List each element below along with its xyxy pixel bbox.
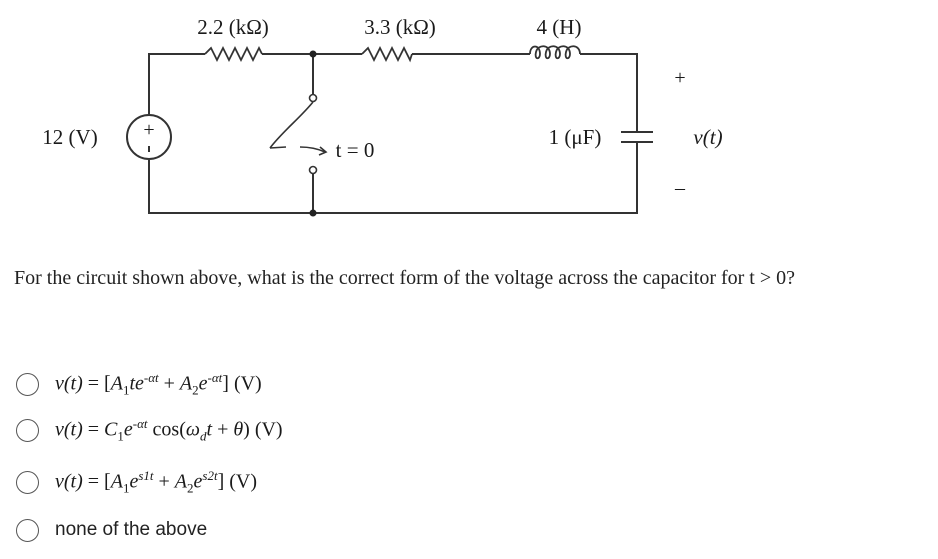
- option-2-formula: $v(t) = C_1e^{-\alpha t}$ $\cos(\omega_dt + \theta)$ (V): [55, 415, 283, 444]
- output-plus-sign: +: [674, 67, 686, 89]
- capacitor: [621, 132, 653, 142]
- source-label: 12 (V): [42, 125, 98, 149]
- r1-label: 2.2 (kΩ): [197, 15, 269, 39]
- question-text: For the circuit shown above, what is the correct form of the voltage across the capacitor for t > 0?: [14, 267, 796, 289]
- radio-button[interactable]: [16, 419, 39, 442]
- capacitor-label: 1 (μF): [548, 125, 602, 149]
- radio-button[interactable]: [16, 519, 39, 542]
- radio-button[interactable]: [16, 373, 39, 396]
- answer-option-3[interactable]: [16, 458, 283, 506]
- junction-dot: [310, 51, 317, 58]
- answer-options: [16, 360, 283, 554]
- option-3-formula: $v(t) = [A_1e^{s1t} + A_2e^{s2t}]$ (V): [55, 467, 257, 496]
- answer-option-4[interactable]: [16, 506, 283, 554]
- answer-option-1[interactable]: [16, 360, 283, 408]
- switch: [270, 95, 326, 174]
- switch-time-label: t = 0: [335, 138, 375, 162]
- r2-label: 3.3 (kΩ): [364, 15, 436, 39]
- resistor-r1: [205, 48, 262, 60]
- option-4-label: none of the above: [55, 519, 208, 540]
- source-plus-sign: +: [143, 119, 155, 141]
- inductor: [530, 46, 580, 58]
- junction-dot: [310, 210, 317, 217]
- resistor-r2: [362, 48, 412, 60]
- answer-option-2[interactable]: [16, 406, 283, 454]
- option-1-formula: $v(t) = [A_1te^{-\alpha t} + A_2e^{-\alpha t}]$ (V): [55, 369, 262, 398]
- output-minus-sign: –: [675, 177, 685, 199]
- output-voltage-label: v(t): [693, 125, 723, 149]
- circuit-diagram: [0, 0, 938, 250]
- radio-button[interactable]: [16, 471, 39, 494]
- inductor-label: 4 (H): [536, 15, 582, 39]
